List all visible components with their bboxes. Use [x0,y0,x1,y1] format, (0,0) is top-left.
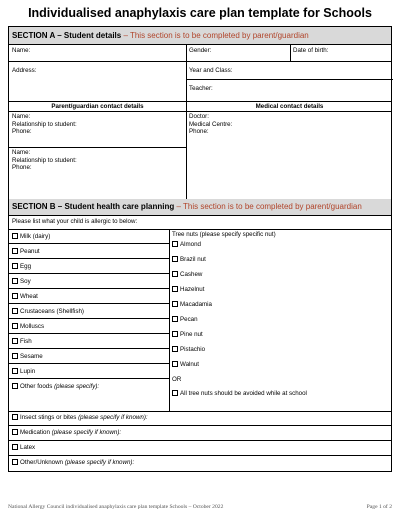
year-class-label: Year and Class: [189,67,233,74]
molluscs-checkbox[interactable]: Molluscs [12,323,44,331]
parent-contact-2 [12,149,77,172]
checkbox-icon [12,353,18,359]
medication-checkbox[interactable]: Medication (please specify if known): [12,429,121,437]
document-title: Individualised anaphylaxis care plan template for Schools [28,6,372,20]
section-b-header [9,199,391,215]
other-foods-checkbox[interactable]: Other foods (please specify): [12,383,99,391]
section-b-name: Student health care planning [64,202,175,211]
gender-label: Gender: [189,47,212,54]
sesame-checkbox[interactable]: Sesame [12,353,43,361]
page-number: Page 1 of 2 [366,504,392,510]
care-plan-form [8,26,392,472]
checkbox-icon [12,233,18,239]
dob-label: Date of birth: [293,47,329,54]
checkbox-icon [172,361,178,367]
doctor-label: Doctor: [189,113,209,120]
pistachio-checkbox[interactable]: Pistachio [172,346,205,354]
section-a-note: – This section is to be completed by parent/guardian [121,31,309,40]
crustaceans-checkbox[interactable]: Crustaceans (Shellfish) [12,308,84,316]
footer-text: National Allergy Council individualised anaphylaxis care plan template Schools – October 2022 [8,504,224,510]
walnut-checkbox[interactable]: Walnut [172,361,199,369]
checkbox-icon [12,338,18,344]
checkbox-icon [172,271,178,277]
checkbox-icon [12,414,18,420]
checkbox-icon [172,390,178,396]
checkbox-icon [12,383,18,389]
insect-stings-checkbox[interactable]: Insect stings or bites (please specify if known): [12,414,148,422]
almond-checkbox[interactable]: Almond [172,241,201,249]
milk-checkbox[interactable]: Milk (dairy) [12,233,50,241]
contact2-relationship-label: Relationship to student: [12,156,77,164]
checkbox-icon [12,308,18,314]
section-a-dash: – [54,31,64,40]
section-b-note: – This section is to be completed by parent/guardian [174,202,362,211]
checkbox-icon [12,293,18,299]
checkbox-icon [12,263,18,269]
section-a-name: Student details [63,31,122,40]
section-a-heading: SECTION A [12,31,55,40]
fish-checkbox[interactable]: Fish [12,338,32,346]
brazil-nut-checkbox[interactable]: Brazil nut [172,256,206,264]
section-b-heading: SECTION B [12,202,56,211]
allergy-instruction: Please list what your child is allergic to below: [12,218,138,225]
contact1-phone-label: Phone: [12,128,32,136]
checkbox-icon [172,316,178,322]
or-label: OR [172,376,182,383]
wheat-checkbox[interactable]: Wheat [12,293,38,301]
pine-nut-checkbox[interactable]: Pine nut [172,331,203,339]
checkbox-icon [172,286,178,292]
tree-nuts-header: Tree nuts (please specify specific nut) [172,231,276,238]
medical-phone-label: Phone: [189,128,209,136]
cashew-checkbox[interactable]: Cashew [172,271,202,279]
checkbox-icon [12,278,18,284]
peanut-checkbox[interactable]: Peanut [12,248,40,256]
checkbox-icon [12,459,18,465]
checkbox-icon [172,241,178,247]
lupin-checkbox[interactable]: Lupin [12,368,35,376]
checkbox-icon [12,444,18,450]
section-b-dash: – [55,202,65,211]
contact2-name-label: Name: [12,149,31,156]
macadamia-checkbox[interactable]: Macadamia [172,301,212,309]
checkbox-icon [12,323,18,329]
all-tree-nuts-checkbox[interactable]: All tree nuts should be avoided while at school [172,390,307,398]
medical-centre-label: Medical Centre: [189,120,233,128]
egg-checkbox[interactable]: Egg [12,263,31,271]
address-label: Address: [12,67,37,74]
parent-contact-1 [12,113,77,136]
checkbox-icon [172,331,178,337]
checkbox-icon [172,346,178,352]
contact1-relationship-label: Relationship to student: [12,120,77,128]
hazelnut-checkbox[interactable]: Hazelnut [172,286,204,294]
medical-contact [189,113,232,136]
checkbox-icon [172,256,178,262]
name-label: Name: [12,47,31,54]
teacher-label: Teacher: [189,85,213,92]
contact1-name-label: Name: [12,113,31,120]
checkbox-icon [12,368,18,374]
other-unknown-checkbox[interactable]: Other/Unknown (please specify if known): [12,459,134,467]
parent-contact-header: Parent/guardian contact details [51,103,144,110]
contact2-phone-label: Phone: [12,164,32,172]
checkbox-icon [12,248,18,254]
checkbox-icon [12,429,18,435]
pecan-checkbox[interactable]: Pecan [172,316,198,324]
soy-checkbox[interactable]: Soy [12,278,31,286]
medical-contact-header: Medical contact details [255,103,324,110]
checkbox-icon [172,301,178,307]
section-a-header [9,27,391,44]
latex-checkbox[interactable]: Latex [12,444,35,452]
